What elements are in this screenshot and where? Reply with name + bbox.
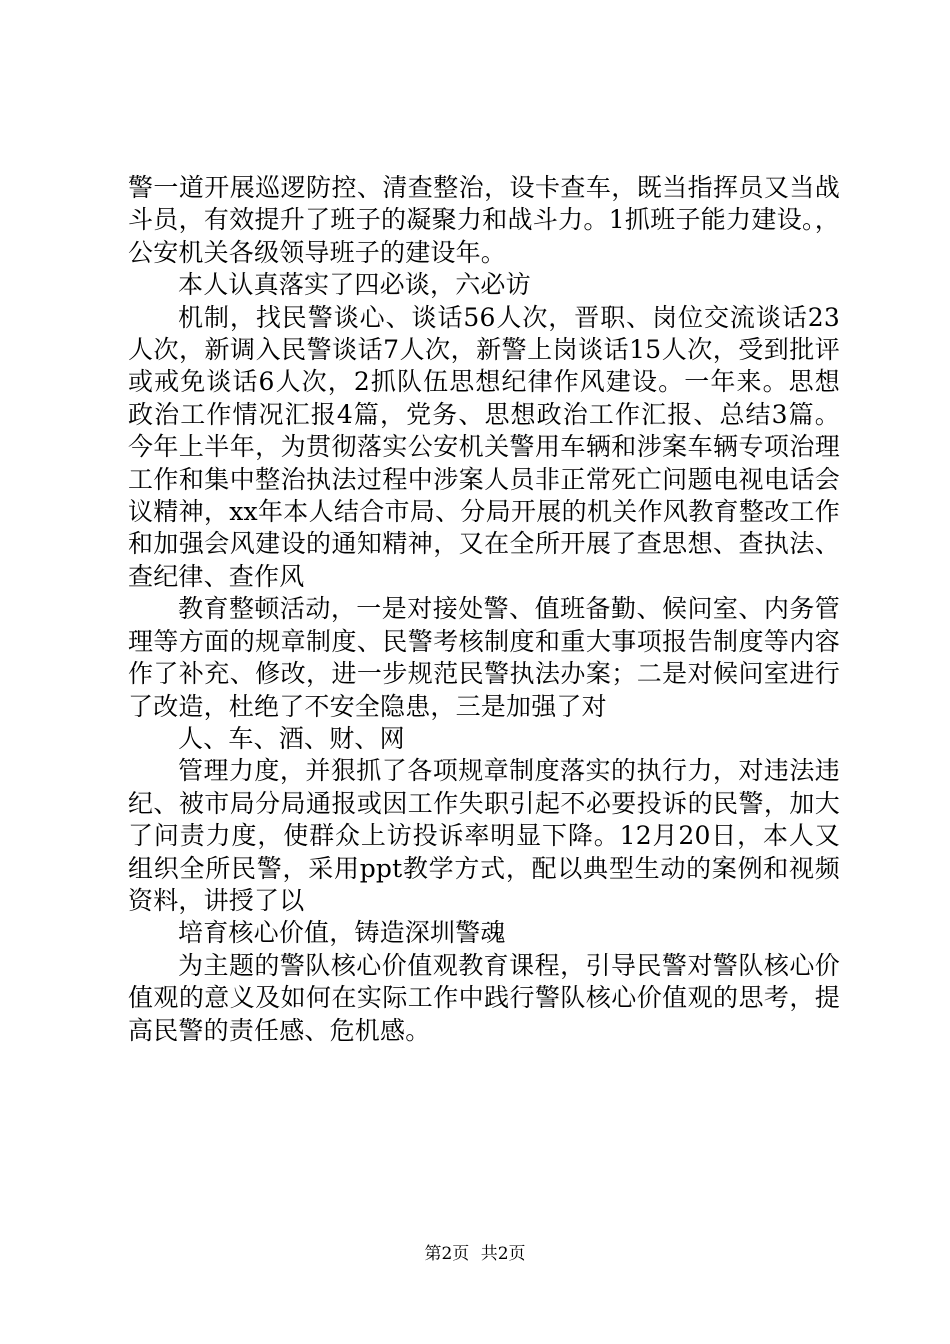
paragraph-8: 为主题的警队核心价值观教育课程，引导民警对警队核心价值观的意义及如何在实际工作中践行警队核心价值观的思考，提高民警的责任感、危机感。 [128, 950, 840, 1045]
page-footer [0, 1244, 950, 1264]
paragraph-5: 人、车、酒、财、网 [178, 723, 405, 753]
page-number: 第2页 [424, 1244, 470, 1264]
paragraph-3: 机制，找民警谈心、谈话56人次，晋职、岗位交流谈话23人次，新调入民警谈话7人次，新警上岗谈话15人次，受到批评或戒免谈话6人次，2抓队伍思想纪律作风建设。一年来。思想政治工作情况汇报4篇，党务、思想政治工作汇报、总结3篇。今年上半年，为贯彻落实公安机关警用车辆和涉案车辆专项治理工作和集中整治执法过程中涉案人员非正常死亡问题电视电话会议精神，xx年本人结合市局、分局开展的机关作风教育整改工作和加强会风建设的通知精神，又在全所开展了查思想、查执法、查纪律、查作风 [128, 302, 840, 591]
paragraph-1: 警一道开展巡逻防控、清查整治，设卡查车，既当指挥员又当战斗员，有效提升了班子的凝聚力和战斗力。1抓班子能力建设。，公安机关各级领导班子的建设年。 [128, 173, 840, 267]
paragraph-2: 本人认真落实了四必谈，六必访 [178, 270, 531, 300]
page-total: 共2页 [480, 1244, 526, 1264]
paragraph-4: 教育整顿活动，一是对接处警、值班备勤、候问室、内务管理等方面的规章制度、民警考核制度和重大事项报告制度等内容作了补充、修改，进一步规范民警执法办案；二是对候问室进行了改造，杜绝了不安全隐患，三是加强了对 [128, 594, 840, 721]
document-body [128, 172, 840, 1047]
paragraph-7: 培育核心价值，铸造深圳警魂 [178, 918, 506, 948]
paragraph-6: 管理力度，并狠抓了各项规章制度落实的执行力，对违法违纪、被市局分局通报或因工作失职引起不必要投诉的民警，加大了问责力度，使群众上访投诉率明显下降。12月20日，本人又组织全所民警，采用ppt教学方式，配以典型生动的案例和视频资料，讲授了以 [128, 756, 840, 915]
